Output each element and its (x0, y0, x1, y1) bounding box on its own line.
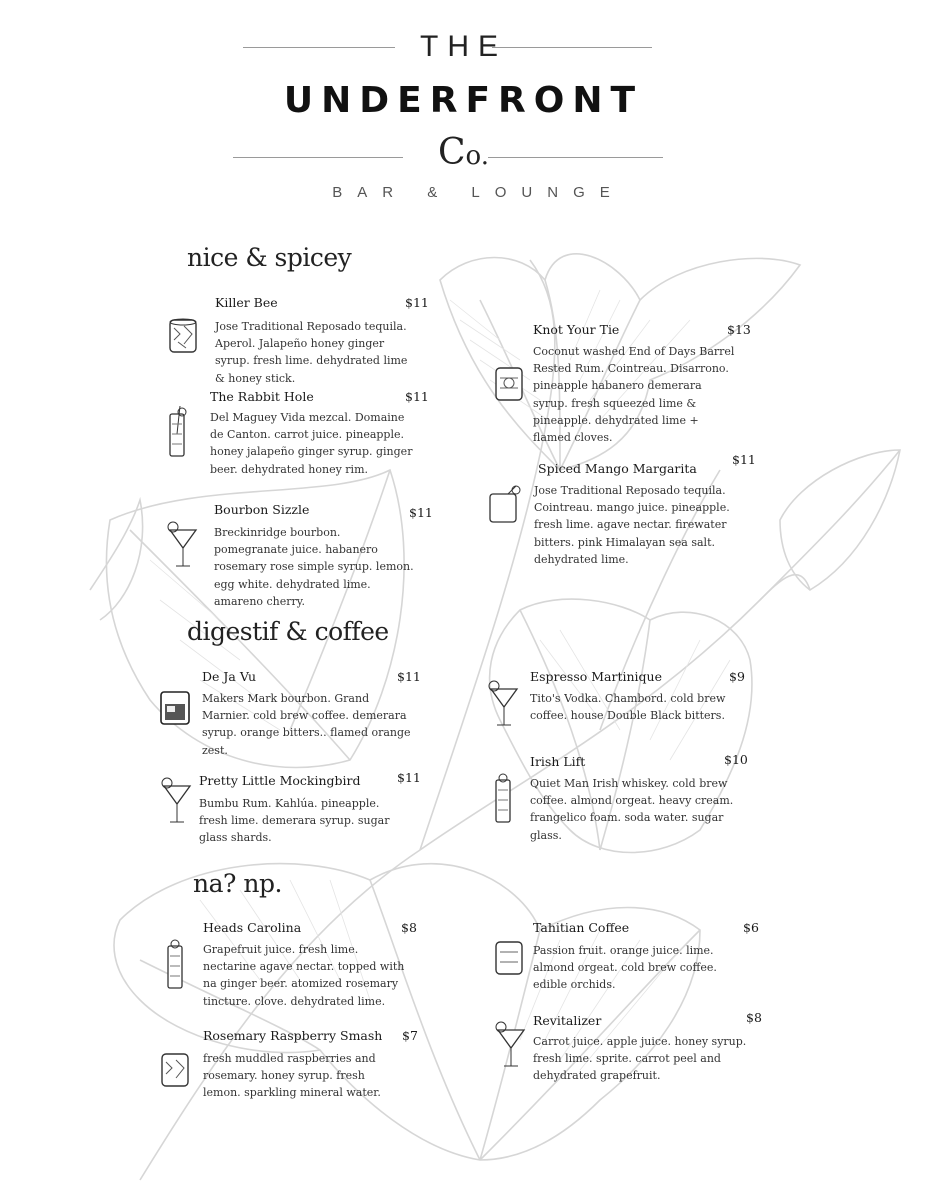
item-description: Passion fruit. orange juice. lime. almond orgeat. cold brew coffee. edible orchids. (533, 944, 717, 992)
rocks-glass-icon (158, 1048, 194, 1092)
logo-the: THE (420, 30, 507, 63)
item-price: $11 (397, 669, 421, 684)
item-price: $10 (724, 752, 748, 767)
item-description: fresh muddled raspberries and rosemary. honey syrup. fresh lemon. sparkling mineral water. (203, 1052, 381, 1100)
item-price: $6 (743, 920, 759, 935)
item-name: Espresso Martinique (530, 669, 662, 684)
item-price: $7 (402, 1028, 418, 1043)
item-name: The Rabbit Hole (210, 389, 314, 404)
item-price: $8 (746, 1010, 762, 1025)
item-name: Heads Carolina (203, 920, 302, 935)
martini-glass-icon (485, 677, 523, 729)
item-description: Jose Traditional Reposado tequila. Aperol. Jalapeño honey ginger syrup. fresh lime. dehydrated lime & honey stick. (215, 320, 408, 385)
rocks-glass-icon (157, 686, 193, 728)
rocks-glass-icon (166, 314, 202, 358)
item-description: Quiet Man Irish whiskey. cold brew coffee. almond orgeat. heavy cream. frangelico foam. soda water. sugar glass. (530, 777, 734, 842)
highball-glass-icon (166, 404, 190, 460)
item-name: Rosemary Raspberry Smash (203, 1028, 383, 1043)
item-name: Irish Lift (530, 754, 586, 769)
section-title-nice-spicey: nice & spicey (187, 243, 352, 272)
item-description: Grapefruit juice. fresh lime. nectarine agave nectar. topped with na ginger beer. atomized rosemary tincture. clove. dehydrated lime. (203, 943, 405, 1008)
highball-glass-icon (164, 936, 188, 992)
item-name: Spiced Mango Margarita (538, 461, 697, 476)
section-title-na: na? np. (193, 869, 282, 898)
item-description: Coconut washed End of Days Barrel Rested Rum. Cointreau. Disarrono. pineapple habanero demerara syrup. fresh squeezed lime & pineapple. dehydrated lime + flamed cloves. (533, 345, 735, 445)
martini-glass-icon (158, 774, 196, 826)
item-name: Pretty Little Mockingbird (199, 773, 361, 788)
item-name: Knot Your Tie (533, 322, 620, 337)
item-name: Killer Bee (215, 295, 278, 310)
item-price: $11 (732, 452, 756, 467)
rocks-glass-icon (492, 362, 526, 404)
item-name: Tahitian Coffee (533, 920, 630, 935)
item-description: Carrot juice. apple juice. honey syrup. fresh lime. sprite. carrot peel and dehydrated grapefruit. (533, 1035, 747, 1083)
item-name: Revitalizer (533, 1013, 602, 1028)
item-price: $11 (405, 295, 429, 310)
item-price: $9 (729, 669, 745, 684)
item-description: Bumbu Rum. Kahlúa. pineapple. fresh lime. demerara syrup. sugar glass shards. (199, 797, 390, 845)
item-price: $13 (727, 322, 751, 337)
martini-glass-icon (492, 1018, 530, 1070)
item-price: $11 (397, 770, 421, 785)
cocktail-glass-icon (486, 484, 524, 526)
item-description: Del Maguey Vida mezcal. Domaine de Canton. carrot juice. pineapple. honey jalapeño ginger syrup. ginger beer. dehydrated honey rim. (210, 411, 413, 476)
item-name: De Ja Vu (202, 669, 257, 684)
item-name: Bourbon Sizzle (214, 502, 310, 517)
martini-glass-icon (164, 518, 202, 570)
item-price: $11 (405, 389, 429, 404)
logo-brand-name: UNDERFRONT (283, 80, 644, 121)
highball-glass-icon (492, 770, 516, 826)
item-description: Tito's Vodka. Chambord. cold brew coffee. house Double Black bitters. (530, 692, 726, 723)
item-description: Makers Mark bourbon. Grand Marnier. cold brew coffee. demerara syrup. orange bitters.. flamed orange zest. (202, 692, 411, 757)
item-price: $11 (409, 505, 433, 520)
item-description: Breckinridge bourbon. pomegranate juice. habanero rosemary rose simple syrup. lemon. egg white. dehydrated lime. amareno cherry. (214, 526, 414, 608)
section-title-digestif-coffee: digestif & coffee (187, 617, 389, 646)
logo-subtitle: BAR & LOUNGE (332, 184, 625, 201)
item-price: $8 (401, 920, 417, 935)
item-description: Jose Traditional Reposado tequila. Cointreau. mango juice. pineapple. fresh lime. agave nectar. firewater bitters. pink Himalayan sea salt. dehydrated lime. (534, 484, 730, 566)
rocks-glass-icon (492, 936, 526, 978)
logo-co: Co. (437, 132, 489, 173)
